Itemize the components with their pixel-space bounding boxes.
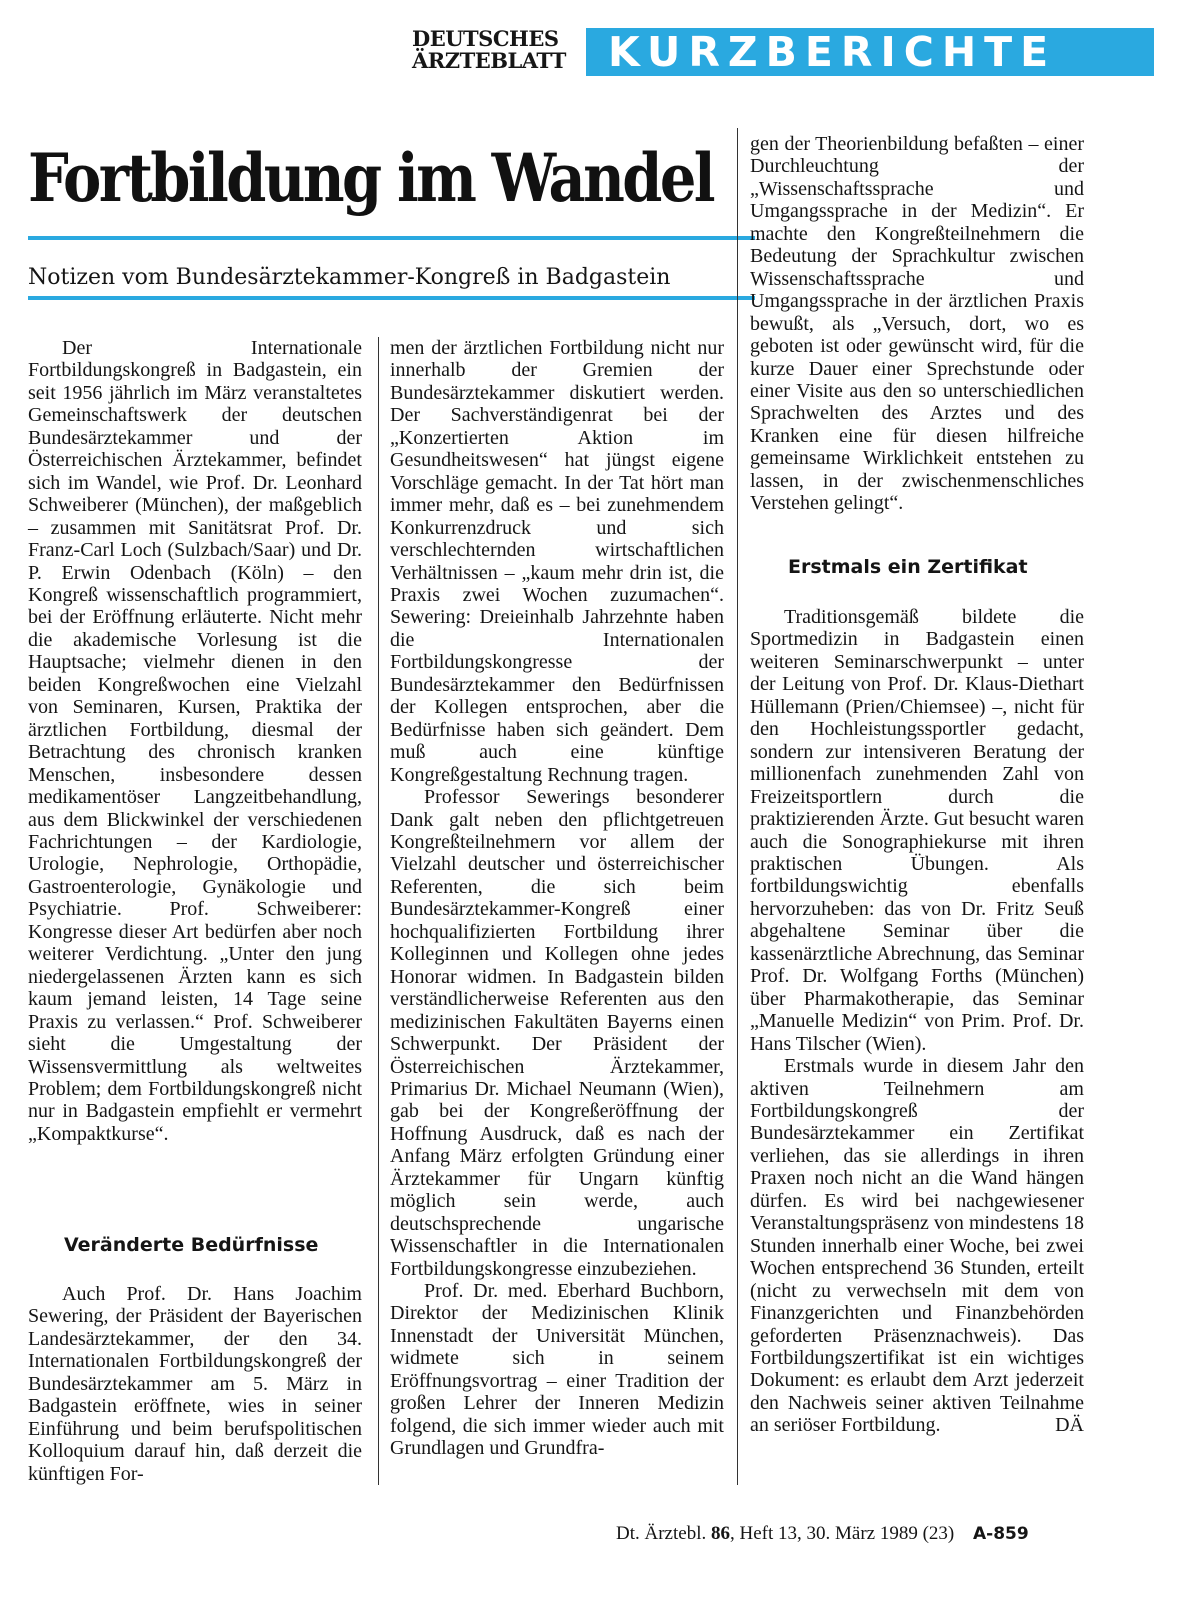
column-separator-2 (737, 128, 738, 1485)
column-2 (390, 337, 724, 1460)
footer-volume: 86 (710, 1523, 730, 1544)
masthead-line-2: ÄRZTEBLATT (412, 48, 566, 73)
col2-paragraph-1: men der ärztlichen Fortbildung nicht nur innerhalb der Gremien der Bundesärztekammer diskutiert werden. Der Sachverständigenrat bei der „Konzertierten Aktion im Gesundheitswesen“ hat jüngst eigene Vorschläge gemacht. In der Tat hört man immer mehr, daß es – bei zunehmendem Konkurrenzdruck und sich verschlechternden wirtschaftlichen Verhältnissen – „kaum mehr drin ist, die Praxis zwei Wochen zuzumachen“. Sewering: Dreieinhalb Jahrzehnte haben die Internationalen Fortbildungskongresse der Bundesärztekammer den Bedürfnissen der Kollegen entsprochen, aber die Bedürfnisse haben sich geändert. Dem muß auch eine künftige Kongreßgestaltung Rechnung tragen. (390, 337, 724, 786)
footer-journal: Dt. Ärztebl. (616, 1523, 707, 1544)
column-1-upper (28, 337, 362, 1145)
heading-erstmals-ein-zertifikat: Erstmals ein Zertifikat (788, 556, 1028, 578)
article-subtitle: Notizen vom Bundesärztekammer-Kongreß in Badgastein (28, 265, 671, 290)
col1-paragraph-2: Auch Prof. Dr. Hans Joachim Sewering, der Präsident der Bayerischen Landesärztekammer, der den 34. Internationalen Fortbildungskongreß der Bundesärztekammer am 5. März in Badgastein eröffnete, wies in seiner Einführung und beim berufspolitischen Kolloquium darauf hin, daß derzeit die künftigen For- (28, 1283, 362, 1485)
column-3-lower (750, 606, 1084, 1437)
column-1-lower (28, 1283, 362, 1485)
title-rule-bottom (28, 296, 755, 300)
col3-paragraph-3: Erstmals wurde in diesem Jahr den aktiven Teilnehmern am Fortbildungskongreß der Bundesärztekammer ein Zertifikat verliehen, das sie allerdings in ihren Praxen noch nicht an die Wand hängen dürfen. Es wird bei nachgewiesener Veranstaltungspräsenz von mindestens 18 Stunden innerhalb einer Woche, bei zwei Wochen entsprechend 36 Stunden, erteilt (nicht zu verwechseln mit dem von Finanzgerichten und Finanzbehörden geforderten Präsenznachweis). Das Fortbildungszertifikat ist ein wichtiges Dokument: es erlaubt dem Arzt jederzeit den Nachweis seiner aktiven Teilnahme an seriöser Fortbildung. (750, 1055, 1084, 1437)
col3-paragraph-1: gen der Theorienbildung befaßten – einer Durchleuchtung der „Wissenschaftssprache und Umgangssprache in der Medizin“. Er machte den Kongreßteilnehmern die Bedeutung der Sprachkultur zwischen Wissenschaftssprache und Umgangssprache in der ärztlichen Praxis bewußt, als „Versuch, dort, wo es geboten ist oder gewünscht wird, für die kurze Dauer einer Sprechstunde oder einer Visite aus den so unterschiedlichen Sprachwelten des Arztes und des Kranken eine für diesen hilfreiche gemeinsame Wirklichkeit entstehen zu lassen, in der zwischenmenschliches Verstehen gelingt“. (750, 133, 1084, 515)
footer-issue: , Heft 13, 30. März 1989 (23) (729, 1523, 955, 1544)
heading-veraenderte-beduerfnisse: Veränderte Bedürfnisse (64, 1234, 319, 1256)
column-separator-1 (378, 337, 379, 1485)
masthead-line-1: DEUTSCHES (412, 26, 559, 51)
col2-paragraph-3: Prof. Dr. med. Eberhard Buchborn, Direktor der Medizinischen Klinik Innenstadt der Universität München, widmete sich in seinem Eröffnungsvortrag – einer Tradition der großen Lehrer der Inneren Medizin folgend, die sich immer wieder auch mit Grundlagen und Grundfra- (390, 1280, 724, 1460)
title-rule-top (28, 236, 755, 240)
col3-paragraph-2: Traditionsgemäß bildete die Sportmedizin in Badgastein einen weiteren Seminarschwerpunkt – unter der Leitung von Prof. Dr. Klaus-Diethart Hüllemann (Prien/Chiemsee) –, nicht für den Hochleistungssportler gedacht, sondern zur intensiveren Beratung der millionenfach zunehmenden Zahl von Freizeitsportlern durch die praktizierenden Ärzte. Gut besucht waren auch die Sonographiekurse mit ihren praktischen Übungen. Als fortbildungswichtig ebenfalls hervorzuheben: das von Dr. Fritz Seuß abgehaltene Seminar über die kassenärztliche Abrechnung, das Seminar Prof. Dr. Wolfgang Forths (München) über Pharmakotherapie, das Seminar „Manuelle Medizin“ von Prim. Prof. Dr. Hans Tilscher (Wien). (750, 606, 1084, 1055)
col1-paragraph-1: Der Internationale Fortbildungskongreß in Badgastein, ein seit 1956 jährlich im März veranstaltetes Gemeinschaftswerk der deutschen Bundesärztekammer und der Österreichischen Ärztekammer, befindet sich im Wandel, wie Prof. Dr. Leonhard Schweiberer (München), der maßgeblich – zusammen mit Sanitätsrat Prof. Dr. Franz-Carl Loch (Sulzbach/Saar) und Dr. P. Erwin Odenbach (Köln) – den Kongreß wissenschaftlich programmiert, bei der Eröffnung erläuterte. Nicht mehr die akademische Vorlesung ist die Hauptsache; vielmehr dienen in den beiden Kongreßwochen eine Vielzahl von Seminaren, Kursen, Praktika der ärztlichen Fortbildung, diesmal der Betrachtung des chronisch kranken Menschen, insbesondere dessen medikamentöser Langzeitbehandlung, aus dem Blickwinkel der verschiedenen Fachrichtungen – der Kardiologie, Urologie, Nephrologie, Orthopädie, Gastroenterologie, Gynäkologie und Psychiatrie. Prof. Schweiberer: Kongresse dieser Art bedürfen aber noch weiterer Verdichtung. „Unter den jung niedergelassenen Ärzten kann es sich kaum jemand leisten, 14 Tage seine Praxis zu verlassen.“ Prof. Schweiberer sieht die Umgestaltung der Wissensvermittlung als weltweites Problem; dem Fortbildungskongreß nicht nur in Badgastein empfiehlt er vermehrt „Kompaktkurse“. (28, 337, 362, 1145)
column-3-upper (750, 133, 1084, 515)
masthead-logo (412, 28, 566, 71)
page-footer (616, 1521, 1156, 1547)
section-banner: KURZBERICHTE (586, 28, 1154, 76)
article-title: Fortbildung im Wandel (28, 139, 713, 217)
author-initials: DÄ (1055, 1414, 1084, 1437)
col2-paragraph-2: Professor Sewerings besonderer Dank galt neben den pflichtgetreuen Kongreßteilnehmern vor allem der Vielzahl deutscher und österreichischer Referenten, die sich beim Bundesärztekammer-Kongreß einer hochqualifizierten Fortbildung ihrer Kolleginnen und Kollegen ohne jedes Honorar widmen. In Badgastein bilden verständlicherweise Referenten aus den medizinischen Fakultäten Bayerns einen Schwerpunkt. Der Präsident der Österreichischen Ärztekammer, Primarius Dr. Michael Neumann (Wien), gab bei der Kongreßeröffnung der Hoffnung Ausdruck, daß es nach der Anfang März erfolgten Gründung einer Ärztekammer für Ungarn künftig möglich sein werde, auch deutschsprechende ungarische Wissenschaftler in die Internationalen Fortbildungskongresse einzubeziehen. (390, 786, 724, 1280)
footer-page-number: A-859 (973, 1524, 1029, 1544)
